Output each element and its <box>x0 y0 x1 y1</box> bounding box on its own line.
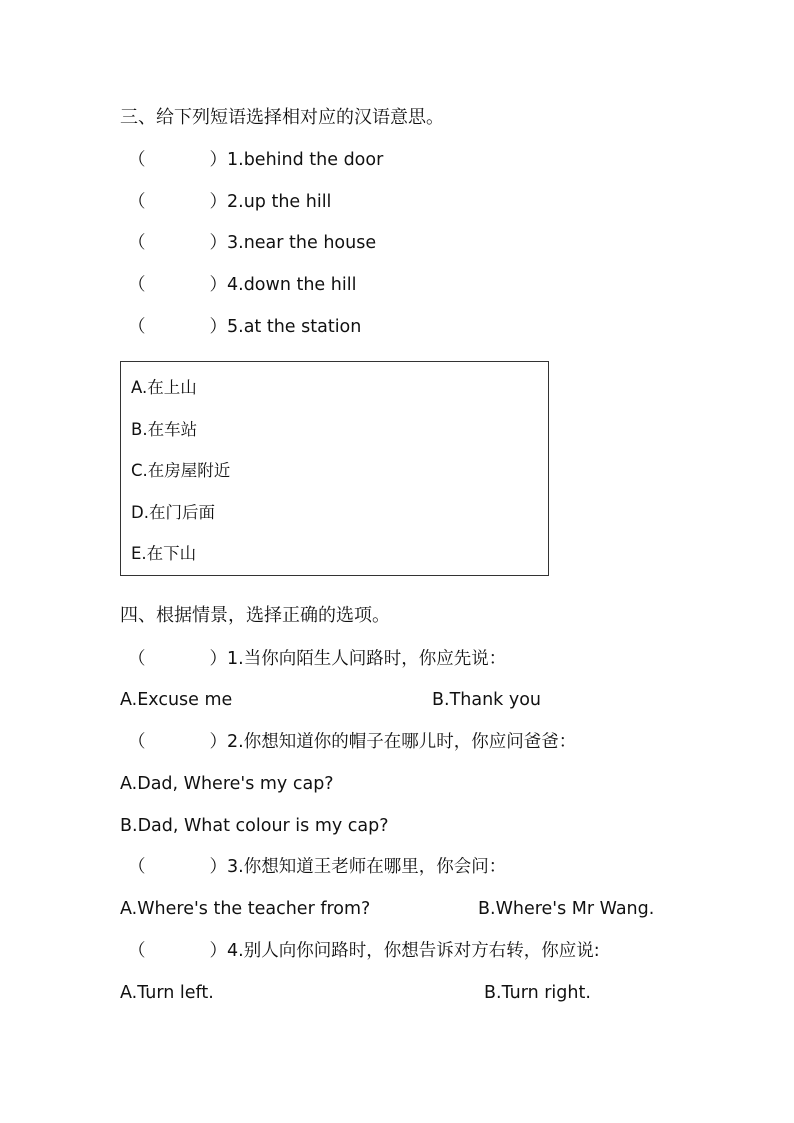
section3-item-5 <box>128 315 361 339</box>
section4-heading: 四、根据情景，选择正确的选项。 <box>120 605 390 626</box>
answer-paren-close: ） <box>209 192 227 212</box>
option-b: B.Thank you <box>432 690 542 710</box>
phrase-text: 5.at the station <box>227 317 362 337</box>
section4-question-4 <box>128 939 600 963</box>
answer-paren-close: ） <box>209 150 227 170</box>
answer-paren-close: ） <box>209 941 227 961</box>
choice-d: D.在门后面 <box>131 503 215 522</box>
answer-paren-open: （ <box>128 150 146 170</box>
option-a: A.Excuse me <box>120 690 233 710</box>
question-text: 2.你想知道你的帽子在哪儿时，你应问爸爸： <box>227 732 577 752</box>
phrase-text: 3.near the house <box>227 233 377 253</box>
section3-item-4 <box>128 273 356 297</box>
answer-paren-close: ） <box>209 649 227 669</box>
answer-paren-open: （ <box>128 317 146 337</box>
section4-question-3 <box>128 855 506 879</box>
choices-box <box>120 361 549 576</box>
answer-paren-open: （ <box>128 275 146 295</box>
question-text: 4.别人向你问路时，你想告诉对方右转，你应说: <box>227 941 600 961</box>
section3-item-3 <box>128 231 376 255</box>
answer-paren-open: （ <box>128 649 146 669</box>
section4-question-2 <box>128 730 576 754</box>
answer-paren-open: （ <box>128 192 146 212</box>
option-b: B.Dad, What colour is my cap? <box>120 816 389 836</box>
option-a: A.Turn left. <box>120 983 214 1003</box>
answer-paren-close: ） <box>209 857 227 877</box>
option-a: A.Where's the teacher from? <box>120 899 371 919</box>
answer-paren-open: （ <box>128 857 146 877</box>
choice-a: A.在上山 <box>131 378 197 397</box>
answer-paren-open: （ <box>128 941 146 961</box>
answer-paren-open: （ <box>128 732 146 752</box>
phrase-text: 2.up the hill <box>227 192 332 212</box>
question-text: 3.你想知道王老师在哪里，你会问： <box>227 857 507 877</box>
phrase-text: 4.down the hill <box>227 275 357 295</box>
answer-paren-close: ） <box>209 275 227 295</box>
choice-b: B.在车站 <box>131 420 198 439</box>
section3-item-2 <box>128 190 331 214</box>
choice-c: C.在房屋附近 <box>131 461 231 480</box>
answer-paren-close: ） <box>209 233 227 253</box>
question-text: 1.当你向陌生人问路时，你应先说： <box>227 649 507 669</box>
answer-paren-close: ） <box>209 317 227 337</box>
option-b: B.Where's Mr Wang. <box>478 899 655 919</box>
answer-paren-open: （ <box>128 233 146 253</box>
answer-paren-close: ） <box>209 732 227 752</box>
section3-item-1 <box>128 148 383 172</box>
section3-heading: 三、给下列短语选择相对应的汉语意思。 <box>120 107 444 128</box>
section4-question-1 <box>128 647 506 671</box>
phrase-text: 1.behind the door <box>227 150 384 170</box>
option-b: B.Turn right. <box>484 983 591 1003</box>
option-a: A.Dad, Where's my cap? <box>120 774 334 794</box>
choice-e: E.在下山 <box>131 544 197 563</box>
